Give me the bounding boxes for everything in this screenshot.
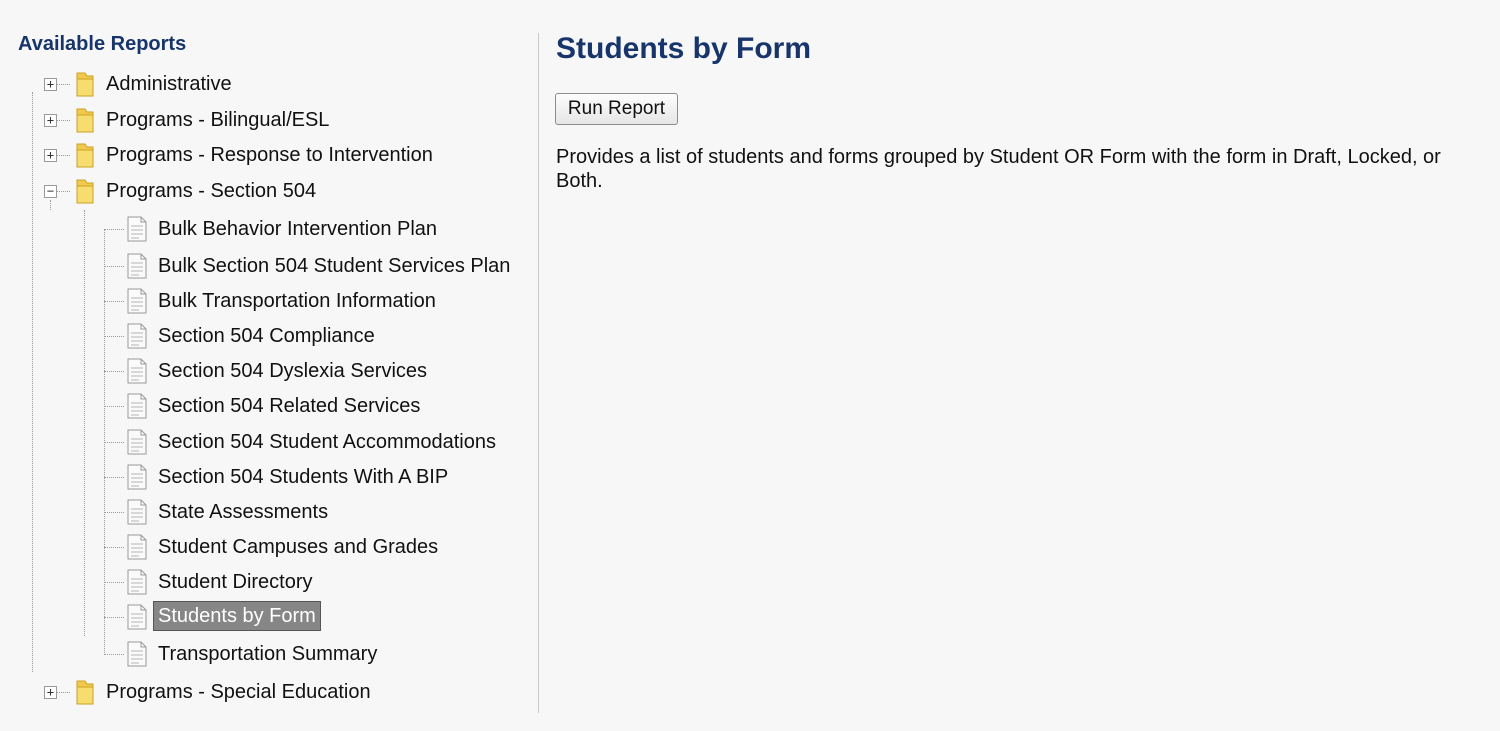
document-icon	[126, 464, 148, 490]
tree-report-transportation-summary[interactable]	[0, 640, 530, 670]
document-icon	[126, 534, 148, 560]
report-title: Students by Form	[556, 32, 812, 65]
tree-folder-programs-section-504[interactable]	[0, 177, 530, 207]
expand-icon[interactable]: +	[44, 686, 57, 699]
document-icon	[126, 216, 148, 242]
tree-folder-programs-special-education[interactable]	[0, 678, 530, 708]
document-icon	[126, 393, 148, 419]
tree-folder-programs-bilingual-esl[interactable]	[0, 106, 530, 136]
tree-report-student-directory[interactable]	[0, 568, 530, 598]
folder-icon	[74, 678, 96, 706]
document-icon	[126, 288, 148, 314]
tree-report-section-504-related-services[interactable]	[0, 392, 530, 422]
tree-connector	[104, 512, 124, 513]
tree-connector	[104, 582, 124, 583]
folder-icon	[74, 177, 96, 205]
report-label[interactable]: Transportation Summary	[158, 643, 378, 665]
tree-report-bulk-transportation-information[interactable]	[0, 287, 530, 317]
report-label[interactable]: Student Directory	[158, 571, 313, 593]
folder-label[interactable]: Programs - Response to Intervention	[106, 144, 433, 166]
tree-report-section-504-compliance[interactable]	[0, 322, 530, 352]
report-label[interactable]: Section 504 Compliance	[158, 325, 375, 347]
tree-report-bulk-section-504-student-services-plan[interactable]	[0, 252, 530, 282]
collapse-icon[interactable]: −	[44, 185, 57, 198]
document-icon	[126, 358, 148, 384]
document-icon	[126, 253, 148, 279]
tree-connector	[104, 406, 124, 407]
document-icon	[126, 641, 148, 667]
tree-report-section-504-students-with-a-bip[interactable]	[0, 463, 530, 493]
report-label[interactable]: Bulk Section 504 Student Services Plan	[158, 255, 511, 277]
tree-connector	[104, 442, 124, 443]
panel-title: Available Reports	[18, 33, 187, 55]
tree-connector	[104, 654, 124, 655]
tree-folder-programs-response-to-intervention[interactable]	[0, 141, 530, 171]
tree-folder-administrative[interactable]	[0, 70, 530, 100]
tree-connector	[104, 301, 124, 302]
report-label[interactable]: Bulk Transportation Information	[158, 290, 436, 312]
document-icon	[126, 569, 148, 595]
report-label[interactable]: Section 504 Student Accommodations	[158, 431, 496, 453]
tree-connector	[104, 266, 124, 267]
tree-report-student-campuses-and-grades[interactable]	[0, 533, 530, 563]
folder-label[interactable]: Administrative	[106, 73, 232, 95]
report-label[interactable]: Section 504 Students With A BIP	[158, 466, 449, 488]
folder-icon	[74, 141, 96, 169]
tree-connector	[104, 617, 124, 618]
folder-icon	[74, 70, 96, 98]
run-report-button[interactable]: Run Report	[555, 93, 678, 125]
panel-divider	[538, 33, 539, 713]
tree-report-state-assessments[interactable]	[0, 498, 530, 528]
document-icon	[126, 499, 148, 525]
expand-icon[interactable]: +	[44, 78, 57, 91]
tree-connector	[104, 477, 124, 478]
tree-connector	[104, 371, 124, 372]
report-label[interactable]: Section 504 Related Services	[158, 395, 421, 417]
report-label[interactable]: Section 504 Dyslexia Services	[158, 360, 428, 382]
tree-connector	[104, 229, 124, 230]
report-description: Provides a list of students and forms grouped by Student OR Form with the form in Draft, Locked, or Both.	[556, 146, 1441, 192]
tree-report-section-504-dyslexia-services[interactable]	[0, 357, 530, 387]
reports-tree-panel	[0, 0, 538, 731]
expand-icon[interactable]: +	[44, 149, 57, 162]
document-icon	[126, 604, 148, 630]
tree-report-students-by-form[interactable]	[0, 603, 530, 633]
tree-report-section-504-student-accommodations[interactable]	[0, 428, 530, 458]
expand-icon[interactable]: +	[44, 114, 57, 127]
document-icon	[126, 323, 148, 349]
folder-label[interactable]: Programs - Bilingual/ESL	[106, 109, 330, 131]
tree-connector	[104, 547, 124, 548]
tree-report-bulk-behavior-intervention-plan[interactable]	[0, 215, 530, 245]
report-label[interactable]: State Assessments	[158, 501, 329, 523]
folder-label[interactable]: Programs - Special Education	[106, 681, 371, 703]
report-label[interactable]: Student Campuses and Grades	[158, 536, 439, 558]
folder-label[interactable]: Programs - Section 504	[106, 180, 317, 202]
tree-connector	[104, 336, 124, 337]
folder-icon	[74, 106, 96, 134]
report-label-selected[interactable]: Students by Form	[153, 601, 321, 631]
document-icon	[126, 429, 148, 455]
report-label[interactable]: Bulk Behavior Intervention Plan	[158, 218, 438, 240]
